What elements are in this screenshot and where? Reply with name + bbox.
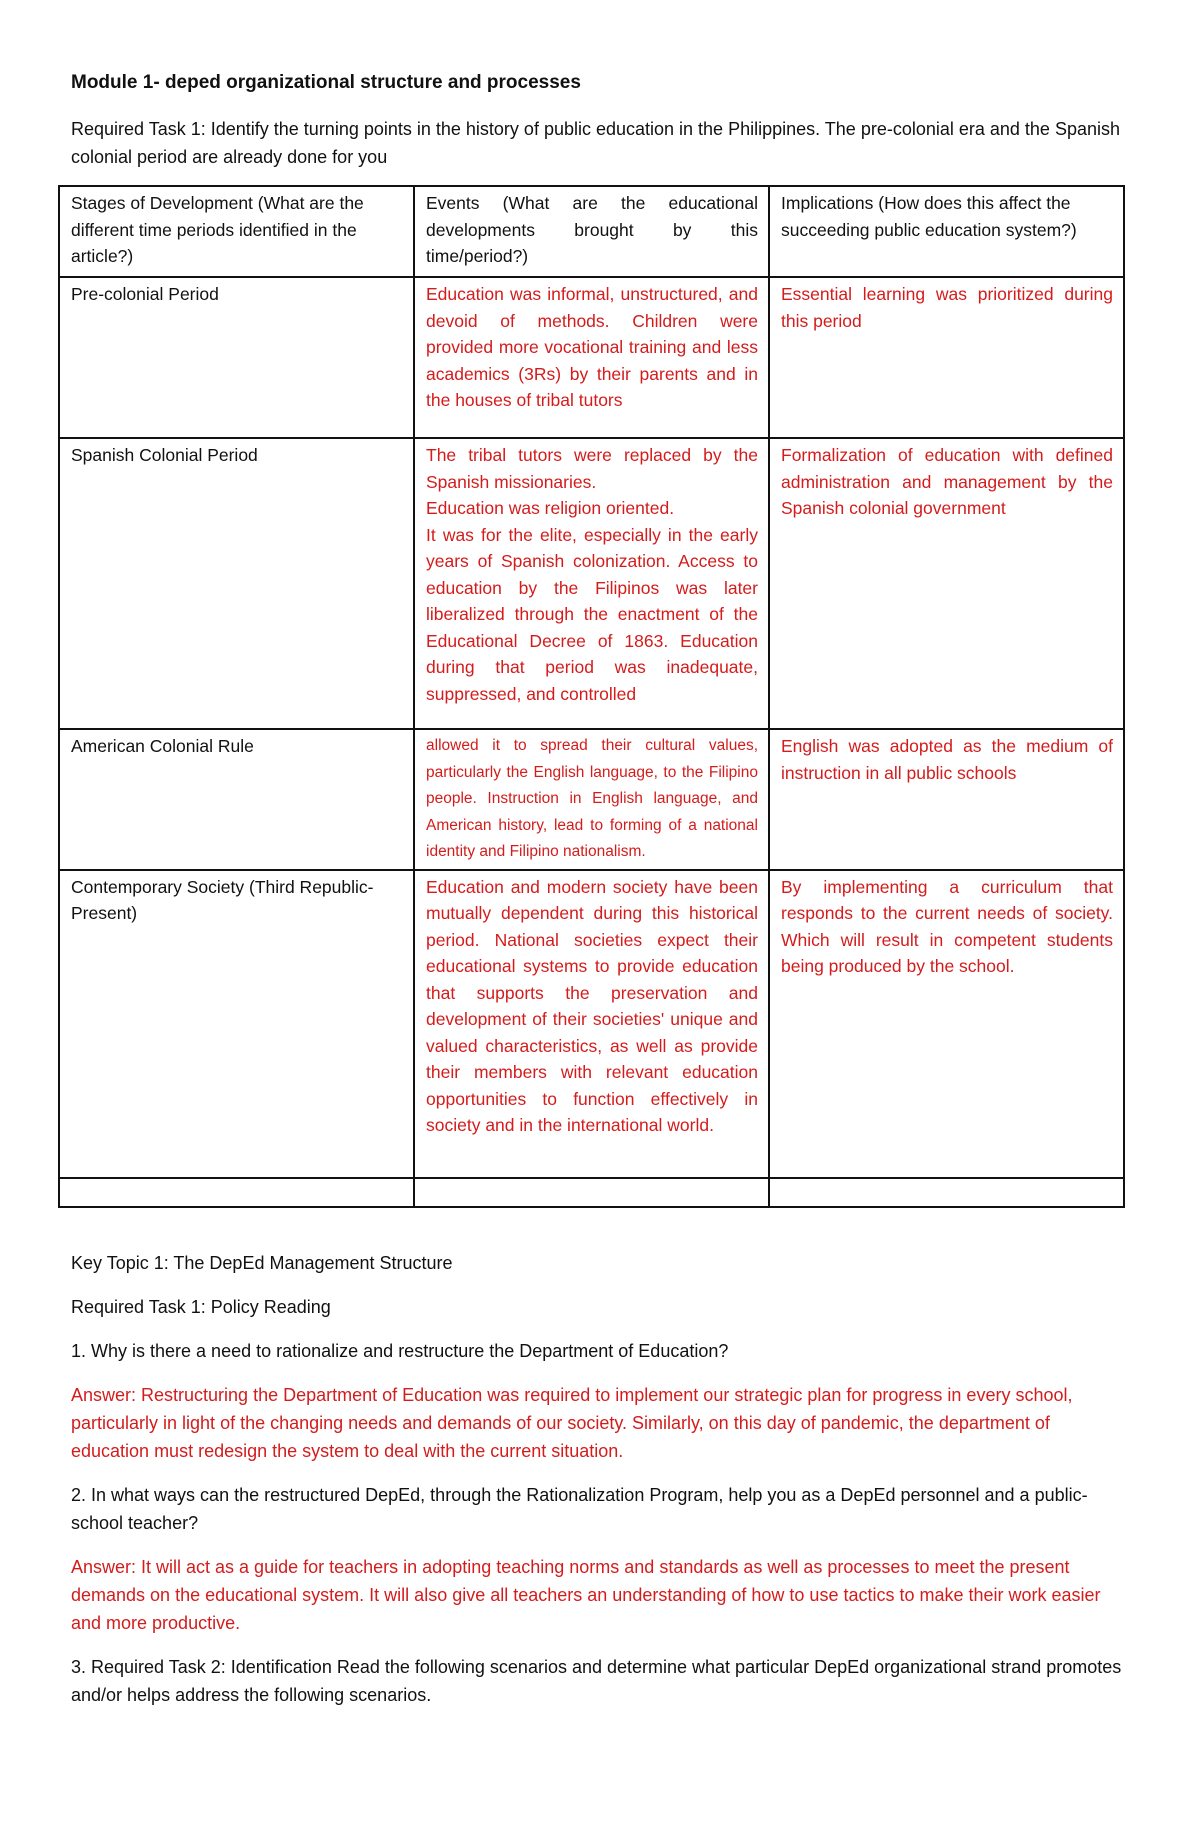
key-topic-heading: Key Topic 1: The DepEd Management Structure (71, 1253, 453, 1273)
empty-cell (59, 1178, 414, 1207)
header-implications: Implications (How does this affect the succeeding public education system?) (769, 186, 1124, 277)
events-cell: Education was informal, unstructured, and devoid of methods. Children were provided more vocational training and less academics (3Rs) by their parents and in the houses of tribal tutors (414, 277, 769, 438)
key-topic-section (71, 1249, 1131, 1725)
implications-cell: English was adopted as the medium of instruction in all public schools (769, 729, 1124, 870)
events-cell (414, 438, 769, 729)
stage-cell: American Colonial Rule (59, 729, 414, 870)
table-row (59, 277, 1124, 438)
empty-cell (414, 1178, 769, 1207)
stage-cell: Spanish Colonial Period (59, 438, 414, 729)
empty-cell (769, 1178, 1124, 1207)
intro-paragraph: Required Task 1: Identify the turning points in the history of public education in the Philippines. The pre-colonial era and the Spanish colonial period are already done for you (71, 119, 1120, 167)
question-2: 2. In what ways can the restructured DepEd, through the Rationalization Program, help you as a DepEd personnel and a public-school teacher? (71, 1485, 1088, 1533)
document-title: Module 1- deped organizational structure and processes (71, 72, 581, 93)
empty-table-row (59, 1178, 1124, 1207)
events-line: It was for the elite, especially in the early years of Spanish colonization. Access to education by the Filipinos was later liberalized through the enactment of the Educational Decree of 1863. Education during that period was inadequate, suppressed, and controlled (426, 524, 758, 704)
events-line: Education was religion oriented. (426, 498, 675, 518)
header-events: Events (What are the educational developments brought by this time/period?) (414, 186, 769, 277)
implications-cell: Formalization of education with defined administration and management by the Spanish colonial government (769, 438, 1124, 729)
implications-cell: By implementing a curriculum that responds to the current needs of society. Which will result in competent students being produced by the school. (769, 870, 1124, 1178)
stages-table (58, 185, 1125, 1208)
answer-1: Answer: Restructuring the Department of Education was required to implement our strategic plan for progress in every school, particularly in light of the changing needs and demands of our society. Similarly, on this day of pandemic, the department of education must redesign the system to deal with the current situation. (71, 1385, 1073, 1461)
table-row (59, 729, 1124, 870)
answer-2: Answer: It will act as a guide for teachers in adopting teaching norms and standards as well as processes to meet the present demands on the educational system. It will also give all teachers an understanding of how to use tactics to make their work easier and more productive. (71, 1557, 1101, 1633)
stage-cell: Contemporary Society (Third Republic-Present) (59, 870, 414, 1178)
policy-reading-task: Required Task 1: Policy Reading (71, 1297, 331, 1317)
events-cell: Education and modern society have been mutually dependent during this historical period. National societies expect their educational systems to provide education that supports the preservation and development of their societies' unique and valued characteristics, as well as provide their members with relevant education opportunities to function effectively in society and in the international world. (414, 870, 769, 1178)
question-1: 1. Why is there a need to rationalize and restructure the Department of Education? (71, 1341, 729, 1361)
table-header-row (59, 186, 1124, 277)
stage-cell: Pre-colonial Period (59, 277, 414, 438)
events-line: The tribal tutors were replaced by the Spanish missionaries. (426, 445, 758, 492)
events-cell: allowed it to spread their cultural values, particularly the English language, to the Filipino people. Instruction in English language, and American history, lead to forming of a national identity and Filipino nationalism. (414, 729, 769, 870)
header-stages: Stages of Development (What are the different time periods identified in the article?) (59, 186, 414, 277)
question-3: 3. Required Task 2: Identification Read the following scenarios and determine what particular DepEd organizational strand promotes and/or helps address the following scenarios. (71, 1657, 1122, 1705)
table-row (59, 870, 1124, 1178)
table-row (59, 438, 1124, 729)
implications-cell: Essential learning was prioritized during this period (769, 277, 1124, 438)
